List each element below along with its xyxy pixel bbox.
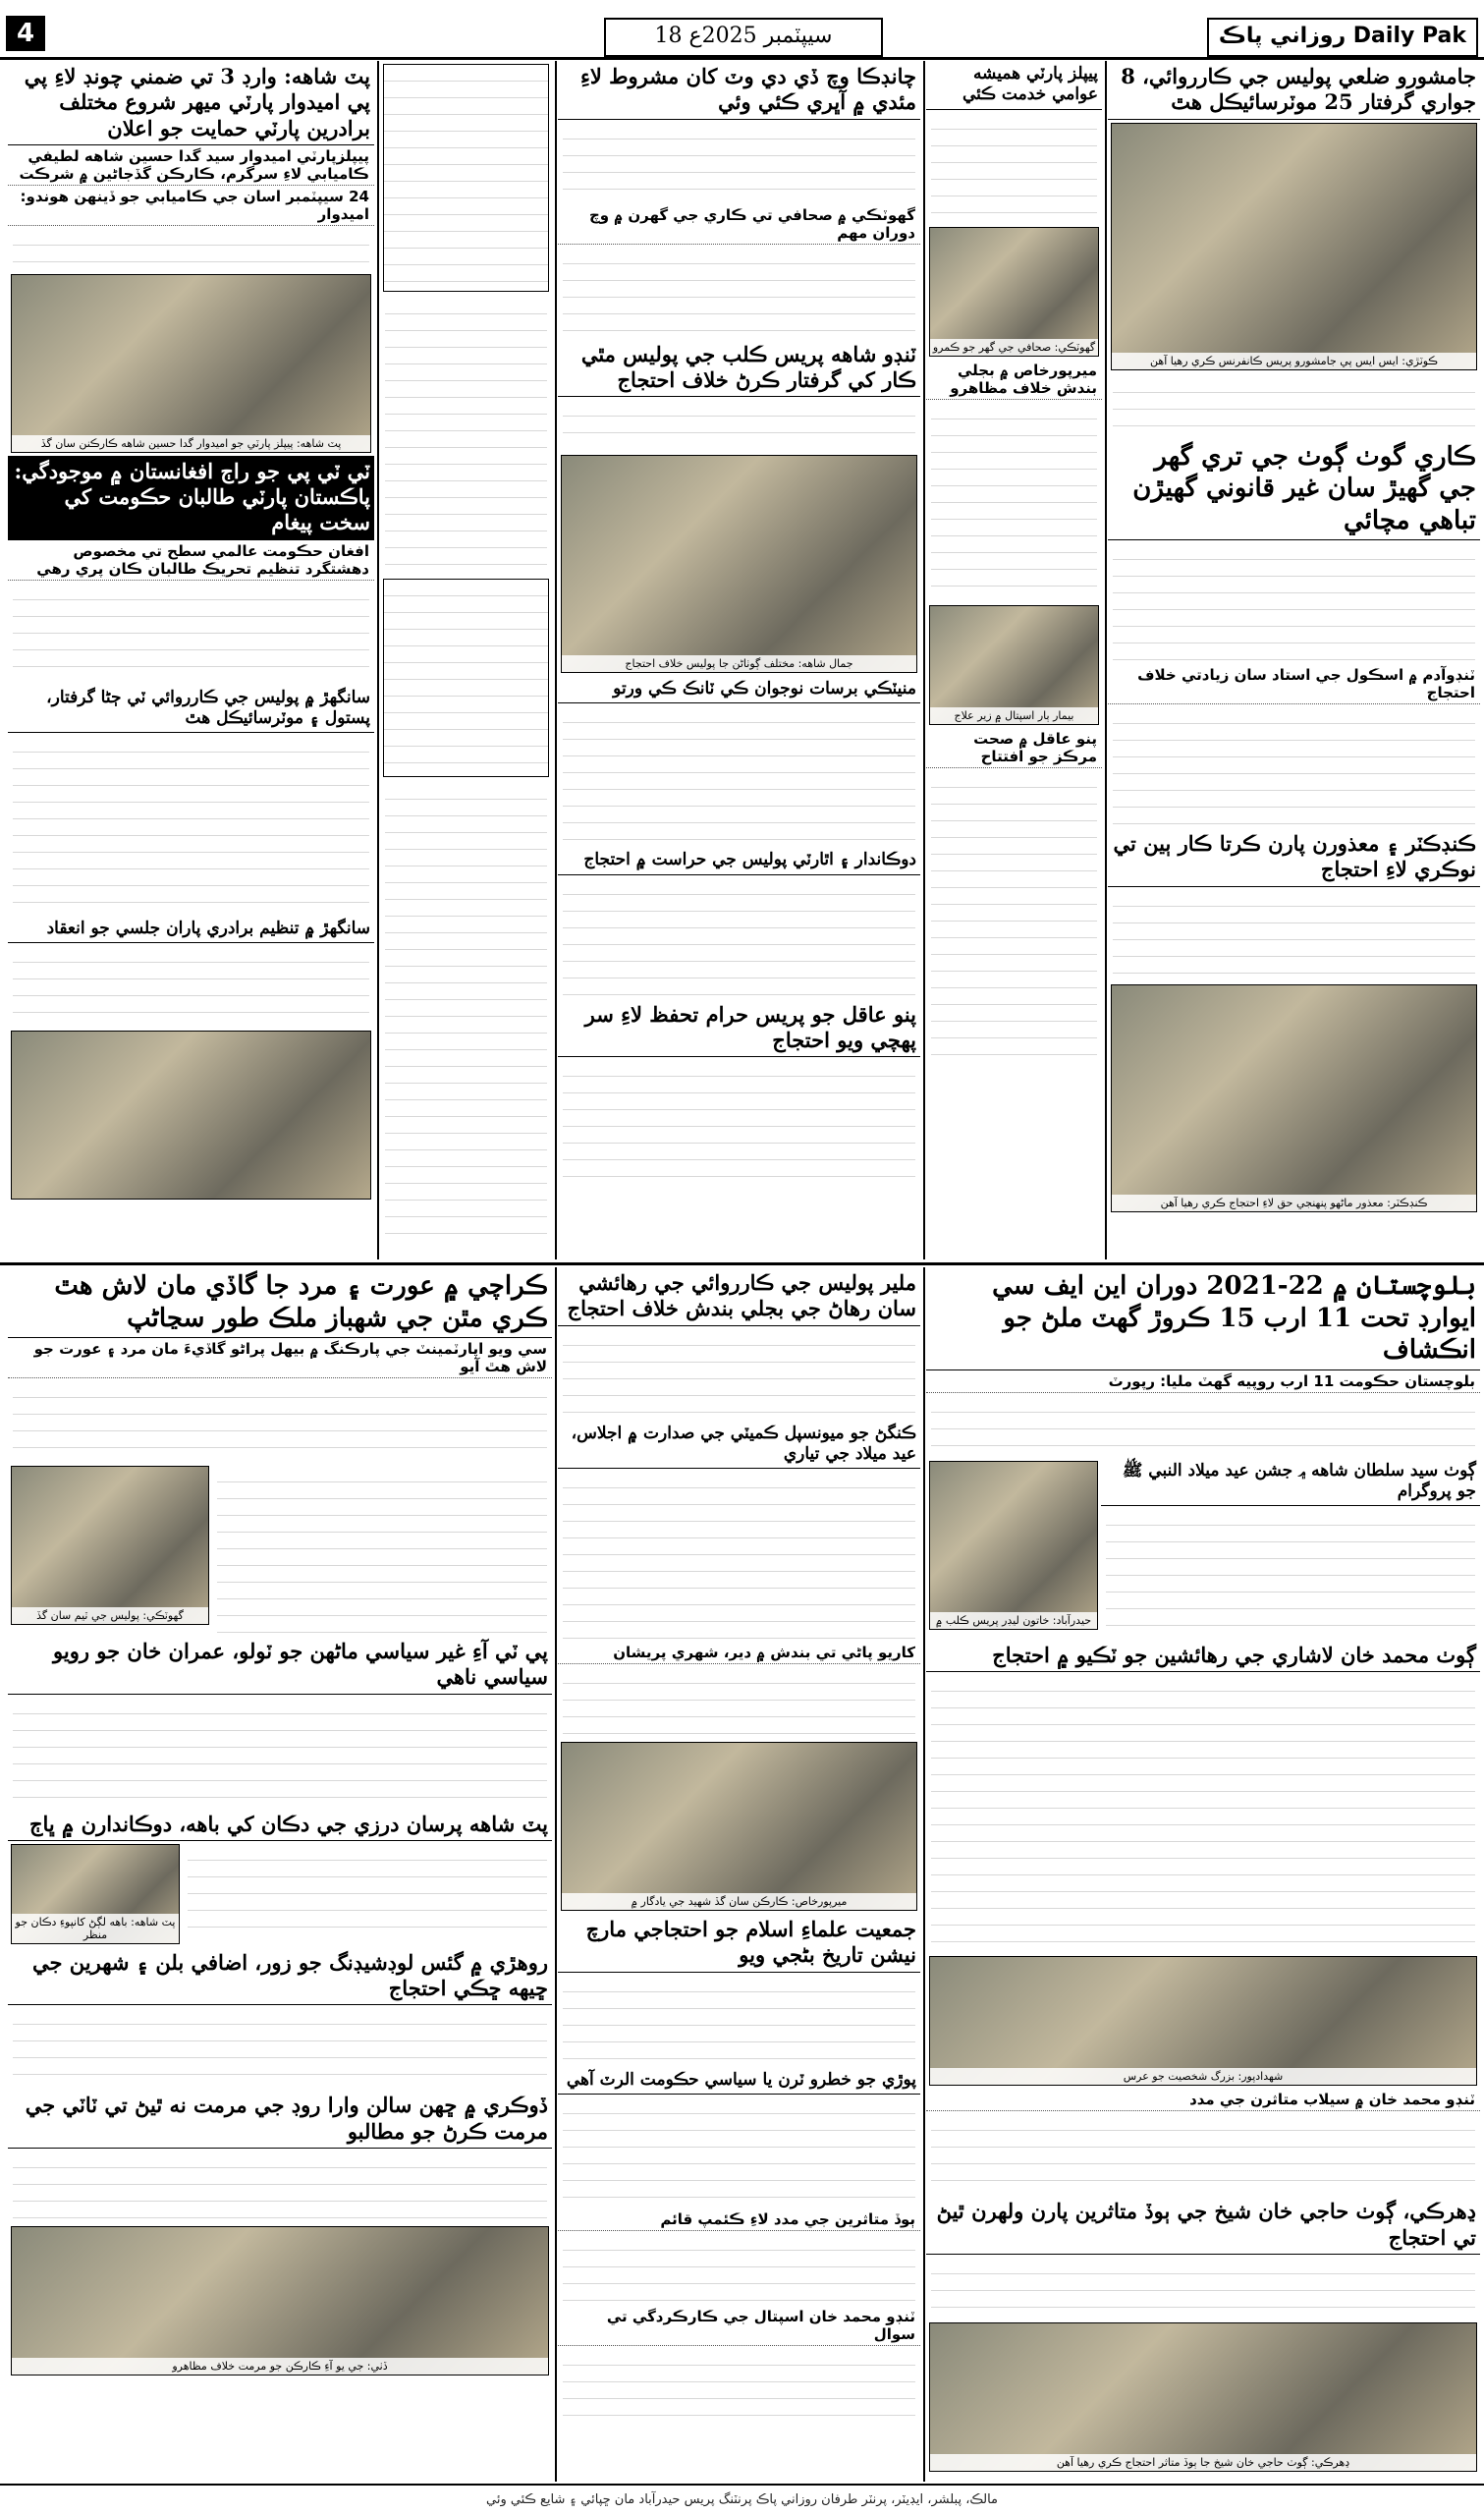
article-body [183, 1841, 552, 1945]
article-headline: ڪنڊڪٽر ۽ معذورن پارن ڪرتا ڪار ٻين تي نوڪري لاءِ احتجاج [1108, 828, 1480, 887]
article-subhead: ٻوڏ متاثرين جي مدد لاءِ ڪئمپ قائم [558, 2208, 920, 2231]
photo-caption: ميرپورخاص: ڪارڪن سان گڏ شهيد جي يادگار ۾ [562, 1893, 916, 1910]
article-body [558, 1664, 920, 1739]
photo-caption: ڪنڊڪٽر: معذور ماڻهو پنهنجي حق لاءِ احتجاج ڪري رهيا آهن [1112, 1195, 1476, 1211]
article-headline: بلوچستان ۾ 22-2021 دوران اين ايف سي ايوارڊ تحت 11 ارب 15 ڪروڙ گهٽ ملڻ جو انڪشاف [926, 1267, 1480, 1370]
article-headline: ڏوڪري ۾ ڇهن سالن وارا روڊ جي مرمت نه ٿيڻ تي ٽاٽي جي مرمت ڪرڻ جو مطالبو [8, 2090, 552, 2149]
article-body [1101, 1506, 1480, 1640]
article-body [8, 1695, 552, 1809]
article-subhead: ميرپورخاص ۾ بجلي بندش خلاف مظاهرو [926, 360, 1102, 400]
section-divider [0, 1262, 1484, 1265]
top-column-3 [926, 61, 1102, 1259]
article-body [926, 1393, 1480, 1458]
top-left-column [8, 61, 374, 1259]
article-headline: جمعيت علماءِ اسلام جو احتجاجي مارچ نيشن تاريخ بڻجي ويو [558, 1914, 920, 1973]
bottom-left-column [8, 1267, 552, 2482]
article-headline: دوڪاندار ۽ اٿارٽي پوليس جي حراست ۾ احتجاج [558, 847, 920, 874]
article-body [558, 2095, 920, 2208]
photo-caption: گهوٽڪي: صحافي جي گهر جو ڪمرو [930, 339, 1098, 356]
article-body [8, 226, 374, 271]
article-body [558, 2231, 920, 2306]
article-headline: پٽ شاهه پرسان درزي جي دڪان کي باهه، دوڪاندارن ۾ ڀاڄ [8, 1809, 552, 1841]
photo-caption: گهوٽڪي: پوليس جي ٽيم سان گڏ [12, 1607, 208, 1624]
article-subhead: بلوچستان حڪومت 11 ارب روپيه گهٽ مليا: رپورٽ [926, 1370, 1480, 1393]
article-body [380, 780, 552, 1238]
photo-caption: جمال شاهه: مختلف ڳوٺاڻن جا پوليس خلاف احتجاج [562, 655, 916, 672]
news-photo [929, 227, 1099, 357]
article-subhead: پيپلزپارٽي اميدوار سيد گدا حسين شاهه لطيفي ڪاميابي لاءِ سرگرم، ڪارڪن گڏجاڻين ۾ شرڪت [8, 145, 374, 186]
article-subhead: کاريو پاڻي تي بندش ۾ دير، شهري پريشان [558, 1642, 920, 1664]
article-headline: پي ٽي آءِ غير سياسي ماڻهن جو ٽولو، عمران خان جو رويو سياسي ناهي [8, 1636, 552, 1695]
article-subhead: افغان حڪومت عالمي سطح تي مخصوص دهشتگرد تنظيم تحريڪ طالبان ڪان پري رهي [8, 540, 374, 581]
imprint-line: مالڪ، پبلشر، ايڊيٽر، پرنٽر طرفان روزاني پاڪ پرنٽنگ پريس حيدرآباد مان ڇپائي ۽ شايع ڪئي وئي [0, 2484, 1484, 2515]
article-body [558, 1469, 920, 1642]
news-photo [11, 274, 371, 453]
article-headline: ٽي ٽي پي جو راڄ افغانستان ۾ موجودگي: پاڪستان پارٽي طالبان حڪومت کي سخت پيغام [8, 456, 374, 540]
article-body [926, 1672, 1480, 1953]
photo-caption: حيدرآباد: خاتون ليڊر پريس ڪلب ۾ [930, 1612, 1097, 1629]
article-body [926, 400, 1102, 602]
article-body [8, 581, 374, 685]
column-rule [555, 1267, 557, 2482]
news-photo [561, 455, 917, 673]
article-headline: پيپلز پارٽي هميشه عوامي خدمت ڪئي [926, 61, 1102, 110]
article-body [558, 245, 920, 339]
article-body [558, 1326, 920, 1421]
article-body [8, 733, 374, 916]
column-rule [377, 61, 379, 1259]
article-body [1108, 887, 1480, 981]
article-body [926, 2255, 1480, 2319]
article-headline: پوڙي جو خطرو ٽرن يا سياسي حڪومت الرٽ آهي [558, 2067, 920, 2095]
article-headline: ملير پوليس جي ڪارروائي جي رهائشي سان رهاڻ جي بجلي بندش خلاف احتجاج [558, 1267, 920, 1326]
article-headline: ڪراچي ۾ عورت ۽ مرد جا گاڏي مان لاش هٿ ڪري مٿن جي شهباز ملڪ طور سڃاڻپ [8, 1267, 552, 1338]
article-body [8, 2005, 552, 2090]
article-headline: پٽ شاهه: وارڊ 3 تي ضمني چونڊ لاءِ پي پي اميدوار پارٽي ميهر شروع مختلف برادرين پارٽي حمايت جو اعلان [8, 61, 374, 145]
article-headline: روهڙي ۾ گئس لوڊشيڊنگ جو زور، اضافي بلن ۽ شهرين جي ڇيهه ڇڪي احتجاج [8, 1947, 552, 2006]
article-body [380, 295, 552, 576]
column-rule [923, 61, 925, 1259]
news-photo [929, 1956, 1477, 2086]
article-body [926, 2111, 1480, 2196]
column-rule [1105, 61, 1107, 1259]
news-photo [929, 2322, 1477, 2472]
top-right-column [1108, 61, 1480, 1259]
article-headline: منيٽڪي برسات نوجوان ڪي ٽانڪ ڪي ورتو [558, 676, 920, 703]
article-block [1101, 1458, 1480, 1641]
news-photo [11, 1031, 371, 1200]
news-photo [561, 1742, 917, 1911]
news-photo [11, 1844, 180, 1944]
article-body [558, 875, 920, 999]
news-photo [1111, 984, 1477, 1212]
article-body [558, 703, 920, 847]
article-body [558, 2346, 920, 2431]
article-headline: ڪاري گوٺ ڳوٺ جي تري گهر جي گهيڙ سان غير قانوني گهيڙن تباهي مچائي [1108, 438, 1480, 541]
article-subhead: ٽنڊو محمد خان ۾ سيلاب متاثرن جي مدد [926, 2089, 1480, 2111]
article-body [8, 2149, 552, 2223]
news-photo [1111, 123, 1477, 370]
article-subhead: سي ويو اپارٽمينٽ جي پارڪنگ ۾ بيهل پراڻو گاڏيءَ مان مرد ۽ عورت جو لاش هٿ آيو [8, 1338, 552, 1378]
photo-caption: پٽ شاهه: باهه لڳڻ کانپوءِ دڪان جو منظر [12, 1914, 179, 1943]
article-body [212, 1463, 552, 1636]
photo-row [8, 1841, 552, 1947]
news-photo [929, 1461, 1098, 1630]
article-subhead: 24 سيپٽمبر اسان جي ڪاميابي جو ڏينهن هوندو: اميدوار [8, 186, 374, 226]
bottom-middle-column [558, 1267, 920, 2482]
photo-caption: بيمار ٻار اسپتال ۾ زير علاج [930, 707, 1098, 724]
article-headline: سانگهڙ ۾ پوليس جي ڪارروائي ٽي ڄڻا گرفتار، پستول ۽ موٽرسائيڪل هٿ [8, 685, 374, 734]
masthead [0, 0, 1484, 60]
news-photo [11, 2226, 549, 2375]
article-body [558, 397, 920, 452]
photo-row [8, 1463, 552, 1636]
article-headline: جامشورو ضلعي پوليس جي ڪارروائي، 8 جواري گرفتار 25 موٽرسائيڪل هٿ [1108, 61, 1480, 120]
photo-caption: ڪوٽڙي: ايس ايس پي جامشورو پريس ڪانفرنس ڪري رهيا آهن [1112, 353, 1476, 369]
article-headline: ڍهرڪي، ڳوٺ حاجي خان شيخ جي ٻوڏ متاثرين پارن ولهرن ٿيڻ تي احتجاج [926, 2196, 1480, 2255]
photo-caption: شهدادپور: بزرگ شخصيت جو عرس [930, 2068, 1476, 2085]
article-body [1108, 704, 1480, 828]
article-subhead: پنو عاقل ۾ صحت مرڪز جو افتتاح [926, 728, 1102, 768]
article-body [926, 110, 1102, 224]
article-subhead: ٽنڊو محمد خان اسپتال جي ڪارڪردگي تي سوال [558, 2306, 920, 2346]
article-headline: ڳوٺ محمد خان لاشاري جي رهائشين جو ٽڪيو ۾ احتجاج [926, 1640, 1480, 1672]
news-photo [929, 605, 1099, 725]
article-body [926, 768, 1102, 1069]
article-headline: ڪنگڻ جو ميونسپل ڪميٽي جي صدارت ۾ اجلاس، عيد ميلاد جي تياري [558, 1421, 920, 1470]
bottom-right-column [926, 1267, 1480, 2482]
article-body [8, 1378, 552, 1463]
index-box [383, 579, 549, 777]
top-narrow-column [380, 61, 552, 1259]
article-body [1108, 540, 1480, 664]
article-body [558, 120, 920, 204]
article-headline: پنو عاقل جو پريس حرام تحفظ لاءِ سر پهچي ويو احتجاج [558, 999, 920, 1058]
index-box [383, 64, 549, 292]
article-body [558, 1057, 920, 1181]
newspaper-brand: روزاني پاڪ Daily Pak [1207, 18, 1478, 57]
top-column-2 [558, 61, 920, 1259]
article-headline: ڳوٺ سيد سلطان شاهه ۾ جشن عيد ميلاد النبي ﷺ جو پروگرام [1101, 1458, 1480, 1507]
article-subhead: گهوٽڪي ۾ صحافي تي ڪاري جي گهرن ۾ وچ دوران مهم [558, 204, 920, 245]
photo-row [926, 1458, 1480, 1641]
article-subhead: ٽنڊوآدم ۾ اسڪول جي استاد سان زيادتي خلاف احتجاج [1108, 664, 1480, 704]
article-headline: ٽنڊو شاهه پريس ڪلب جي پوليس مٿي ڪار کي گرفتار ڪرڻ خلاف احتجاج [558, 339, 920, 398]
column-rule [555, 61, 557, 1259]
article-body [8, 943, 374, 1028]
article-body [1108, 373, 1480, 438]
issue-date: 18 سيپٽمبر 2025ع [604, 18, 883, 57]
photo-caption: پٽ شاهه: پيپلز پارٽي جو اميدوار گدا حسين شاهه ڪارڪنن سان گڏ [12, 435, 370, 452]
photo-caption: ڏٺي: جي يو آءِ ڪارڪن جو مرمت خلاف مظاهرو [12, 2358, 548, 2375]
photo-caption: ڍهرڪي: ڳوٺ حاجي خان شيخ جا ٻوڏ متاثر احتجاج ڪري رهيا آهن [930, 2454, 1476, 2471]
article-headline: چانڊڪا وچ ڏي دي وٽ کان مشروط لاءِ مئدي ۾ آڀري ڪئي وئي [558, 61, 920, 120]
article-body [558, 1973, 920, 2067]
column-rule [923, 1267, 925, 2482]
article-headline: سانگهڙ ۾ تنظيم برادري پاران جلسي جو انعقاد [8, 916, 374, 943]
page-number: 4 [6, 16, 45, 51]
news-photo [11, 1466, 209, 1625]
